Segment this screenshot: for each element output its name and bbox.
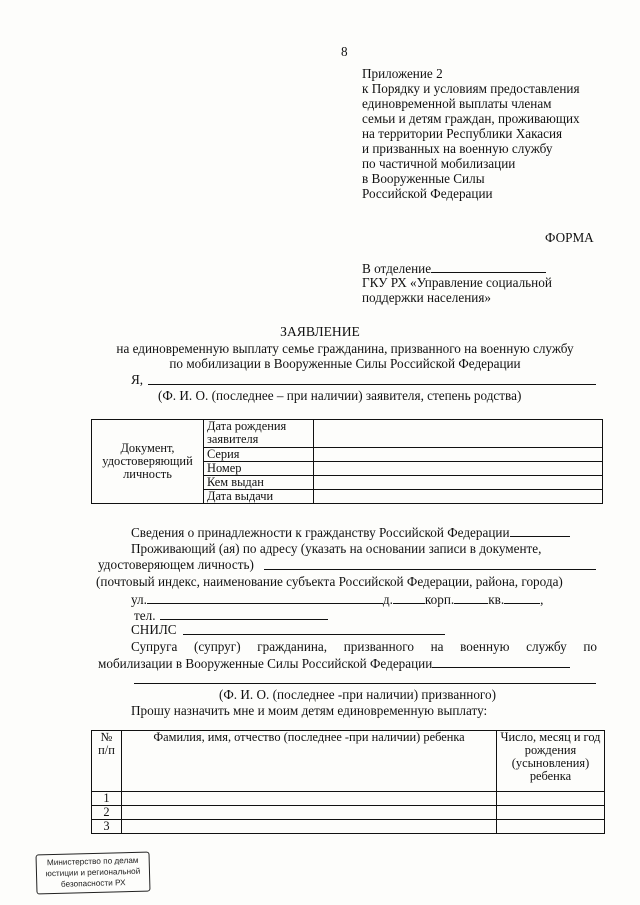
address-field[interactable] bbox=[264, 569, 596, 570]
id-row-label: Кем выдан bbox=[204, 476, 314, 490]
snils-field[interactable] bbox=[183, 634, 445, 635]
id-document-group-label: Документ, удостоверяющий личность bbox=[92, 420, 204, 504]
request-text: Прошу назначить мне и моим детям единовременную выплату: bbox=[131, 703, 488, 718]
children-table bbox=[91, 730, 605, 834]
id-row-label: Номер bbox=[204, 462, 314, 476]
id-row-value[interactable] bbox=[314, 490, 603, 504]
citizenship-field[interactable] bbox=[510, 524, 570, 537]
table-row bbox=[92, 820, 605, 834]
applicant-caption: (Ф. И. О. (последнее – при наличии) заявителя, степень родства) bbox=[158, 388, 522, 403]
address-caption: (почтовый индекс, наименование субъекта Российской Федерации, района, города) bbox=[96, 574, 563, 589]
row-number: 2 bbox=[92, 806, 122, 820]
spouse-field[interactable] bbox=[432, 655, 570, 668]
id-row-value[interactable] bbox=[314, 462, 603, 476]
residing-line-2 bbox=[98, 557, 254, 572]
id-row-value[interactable] bbox=[314, 448, 603, 462]
document-subtitle-2: по мобилизации в Вооруженные Силы Российской Федерации bbox=[169, 356, 521, 371]
snils-row bbox=[131, 622, 177, 637]
building-label: корп. bbox=[424, 592, 455, 607]
phone-row bbox=[134, 607, 328, 623]
child-name-cell[interactable] bbox=[122, 806, 497, 820]
row-number: 3 bbox=[92, 820, 122, 834]
table-row bbox=[92, 420, 603, 448]
document-subtitle-1: на единовременную выплату семье гражданина, призванного на военную службу bbox=[116, 341, 574, 356]
stamp-line: Министерство по делам bbox=[46, 855, 139, 868]
spouse-label-2: мобилизации в Вооруженные Силы Российской Федерации bbox=[98, 656, 433, 671]
house-field[interactable] bbox=[393, 591, 425, 604]
stamp-line: юстиции и региональной bbox=[45, 866, 141, 879]
id-row-label: Дата выдачи bbox=[204, 490, 314, 504]
child-birth-cell[interactable] bbox=[497, 806, 605, 820]
header-number: № п/п bbox=[92, 731, 122, 792]
document-title: ЗАЯВЛЕНИЕ bbox=[280, 324, 360, 339]
child-birth-cell[interactable] bbox=[497, 820, 605, 834]
street-row bbox=[131, 591, 543, 607]
addressee-line-3: поддержки населения» bbox=[362, 290, 491, 305]
house-label: д. bbox=[382, 592, 393, 607]
residing-label: удостоверяющем личность) bbox=[98, 557, 254, 572]
conscript-caption: (Ф. И. О. (последнее -при наличии) призванного) bbox=[219, 687, 496, 702]
appendix-line: Российской Федерации bbox=[362, 186, 493, 201]
table-row bbox=[92, 806, 605, 820]
id-document-table bbox=[91, 419, 603, 504]
conscript-name-field[interactable] bbox=[134, 683, 596, 684]
applicant-name-field[interactable] bbox=[148, 384, 596, 385]
citizenship-line bbox=[131, 524, 570, 540]
appendix-block bbox=[362, 66, 580, 201]
spouse-label: Супруга (супруг) гражданина, призванного на военную службу по bbox=[131, 639, 597, 654]
appendix-line: единовременной выплаты членам bbox=[362, 96, 552, 111]
applicant-prefix: Я, bbox=[131, 372, 144, 387]
street-field[interactable] bbox=[147, 591, 383, 604]
table-row bbox=[92, 792, 605, 806]
building-field[interactable] bbox=[454, 591, 488, 604]
id-row-label: Дата рождения заявителя bbox=[204, 420, 314, 448]
appendix-line: в Вооруженные Силы bbox=[362, 171, 485, 186]
appendix-line: Приложение 2 bbox=[362, 66, 443, 81]
table-header-row bbox=[92, 731, 605, 792]
department-field[interactable] bbox=[431, 260, 546, 273]
header-child-name: Фамилия, имя, отчество (последнее -при наличии) ребенка bbox=[122, 731, 497, 792]
addressee-line-1 bbox=[362, 260, 546, 276]
id-row-label: Серия bbox=[204, 448, 314, 462]
residing-line-1: Проживающий (ая) по адресу (указать на основании записи в документе, bbox=[131, 541, 542, 556]
stamp-line: безопасности РХ bbox=[60, 878, 126, 889]
addressee-line-2: ГКУ РХ «Управление социальной bbox=[362, 275, 552, 290]
ministry-stamp bbox=[35, 852, 150, 895]
id-row-value[interactable] bbox=[314, 420, 603, 448]
child-birth-cell[interactable] bbox=[497, 792, 605, 806]
spouse-line-2 bbox=[98, 655, 570, 671]
appendix-line: семьи и детям граждан, проживающих bbox=[362, 111, 580, 126]
apartment-label: кв. bbox=[488, 592, 505, 607]
addressee-department: В отделение bbox=[362, 261, 432, 276]
row-number: 1 bbox=[92, 792, 122, 806]
row-comma: , bbox=[540, 592, 544, 607]
child-name-cell[interactable] bbox=[122, 820, 497, 834]
street-label: ул. bbox=[131, 592, 147, 607]
citizenship-label: Сведения о принадлежности к гражданству Российской Федерации bbox=[131, 525, 510, 540]
appendix-line: к Порядку и условиям предоставления bbox=[362, 81, 580, 96]
phone-label: тел. bbox=[134, 608, 156, 623]
spouse-line-1 bbox=[131, 639, 597, 654]
header-child-birth: Число, месяц и год рождения (усыновления) ребенка bbox=[497, 731, 605, 792]
form-label: ФОРМА bbox=[545, 230, 594, 245]
appendix-line: на территории Республики Хакасия bbox=[362, 126, 563, 141]
page-number: 8 bbox=[341, 44, 348, 59]
snils-label: СНИЛС bbox=[131, 622, 177, 637]
id-row-value[interactable] bbox=[314, 476, 603, 490]
appendix-line: и призванных на военную службу bbox=[362, 141, 553, 156]
apartment-field[interactable] bbox=[504, 591, 540, 604]
appendix-line: по частичной мобилизации bbox=[362, 156, 516, 171]
child-name-cell[interactable] bbox=[122, 792, 497, 806]
phone-field[interactable] bbox=[160, 607, 328, 620]
